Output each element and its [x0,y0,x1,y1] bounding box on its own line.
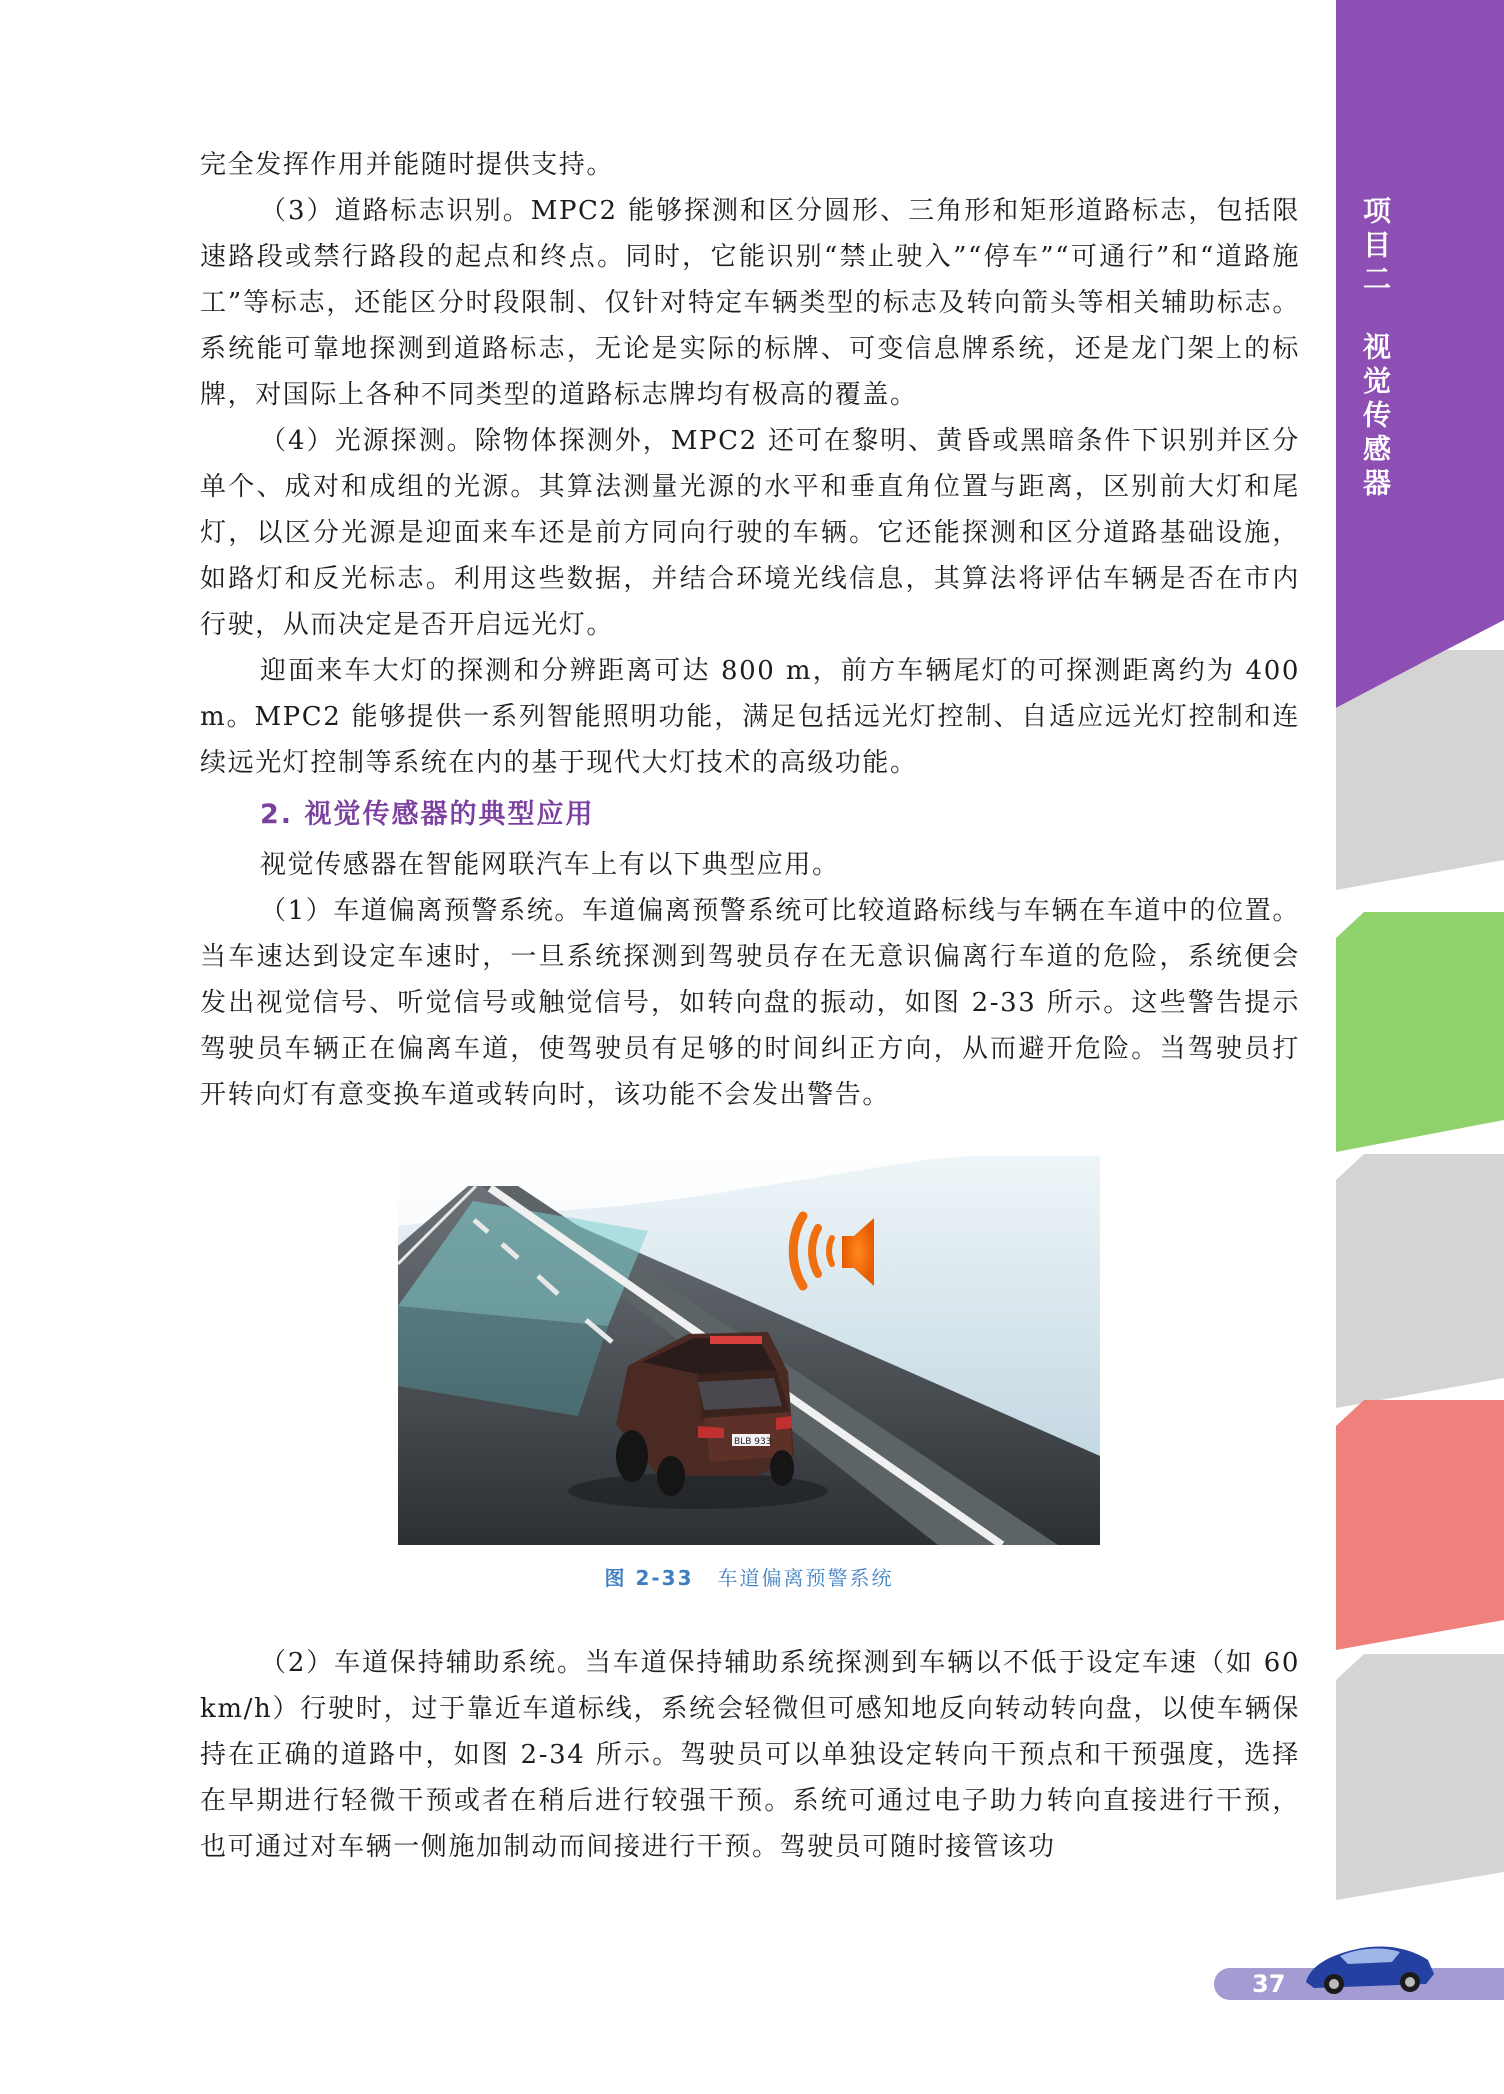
figure-number: 图 2-33 [604,1566,694,1590]
paragraph-lane-keeping: （2）车道保持辅助系统。当车道保持辅助系统探测到车辆以不低于设定车速（如 60 km/h）行驶时，过于靠近车道标线，系统会轻微但可感知地反向转动转向盘，以使车辆保持在正确的道路中，如图 2-34 所示。驾驶员可以单独设定转向干预点和干预强度，选择在早期进行轻微干预或者在稍后进行较强干预。系统可通过电子助力转向直接进行干预，也可通过对车辆一侧施加制动而间接进行干预。驾驶员可随时接管该功 [200,1648,1300,1862]
figure-title: 车道偏离预警系统 [717,1566,894,1590]
figure-caption [398,1562,1100,1591]
sports-car-icon [1300,1930,1440,2000]
paragraph-lane-departure: （1）车道偏离预警系统。车道偏离预警系统可比较道路标线与车辆在车道中的位置。当车速达到设定车速时，一旦系统探测到驾驶员存在无意识偏离行车道的危险，系统便会发出视觉信号、听觉信号或触觉信号，如转向盘的振动，如图 2-33 所示。这些警告提示驾驶员车辆正在偏离车道，使驾驶员有足够的时间纠正方向，从而避开危险。当驾驶员打开转向灯有意变换车道或转向时，该功能不会发出警告。 [200,896,1300,1110]
body-text-bottom [200,1640,1300,1870]
page-number: 37 [1252,1970,1286,1998]
figure-lane-departure-image [398,1156,1100,1545]
body-text-top [200,142,1300,1118]
paragraph-applications-intro: 视觉传感器在智能网联汽车上有以下典型应用。 [260,850,840,880]
paragraph-headlight-range: 迎面来车大灯的探测和分辨距离可达 800 m，前方车辆尾灯的可探测距离约为 400 m。MPC2 能够提供一系列智能照明功能，满足包括远光灯控制、自适应远光灯控制和连续远光灯控制等系统在内的基于现代大灯技术的高级功能。 [200,656,1300,778]
paragraph-continued: 完全发挥作用并能随时提供支持。 [200,150,615,180]
section-heading: 2. 视觉传感器的典型应用 [260,799,595,830]
license-plate: BLB 933 [734,1437,772,1447]
paragraph-road-sign: （3）道路标志识别。MPC2 能够探测和区分圆形、三角形和矩形道路标志，包括限速路段或禁行路段的起点和终点。同时，它能识别“禁止驶入”“停车”“可通行”和“道路施工”等标志，还能区分时段限制、仅针对特定车辆类型的标志及转向箭头等相关辅助标志。系统能可靠地探测到道路标志，无论是实际的标牌、可变信息牌系统，还是龙门架上的标牌，对国际上各种不同类型的道路标志牌均有极高的覆盖。 [200,196,1300,410]
paragraph-light-source: （4）光源探测。除物体探测外，MPC2 还可在黎明、黄昏或黑暗条件下识别并区分单个、成对和成组的光源。其算法测量光源的水平和垂直角位置与距离，区别前大灯和尾灯，以区分光源是迎面来车还是前方同向行驶的车辆。它还能探测和区分道路基础设施，如路灯和反光标志。利用这些数据，并结合环境光线信息，其算法将评估车辆是否在市内行驶，从而决定是否开启远光灯。 [200,426,1300,640]
chapter-tab-label[interactable]: 项目二 视觉传感器 [1359,196,1392,502]
